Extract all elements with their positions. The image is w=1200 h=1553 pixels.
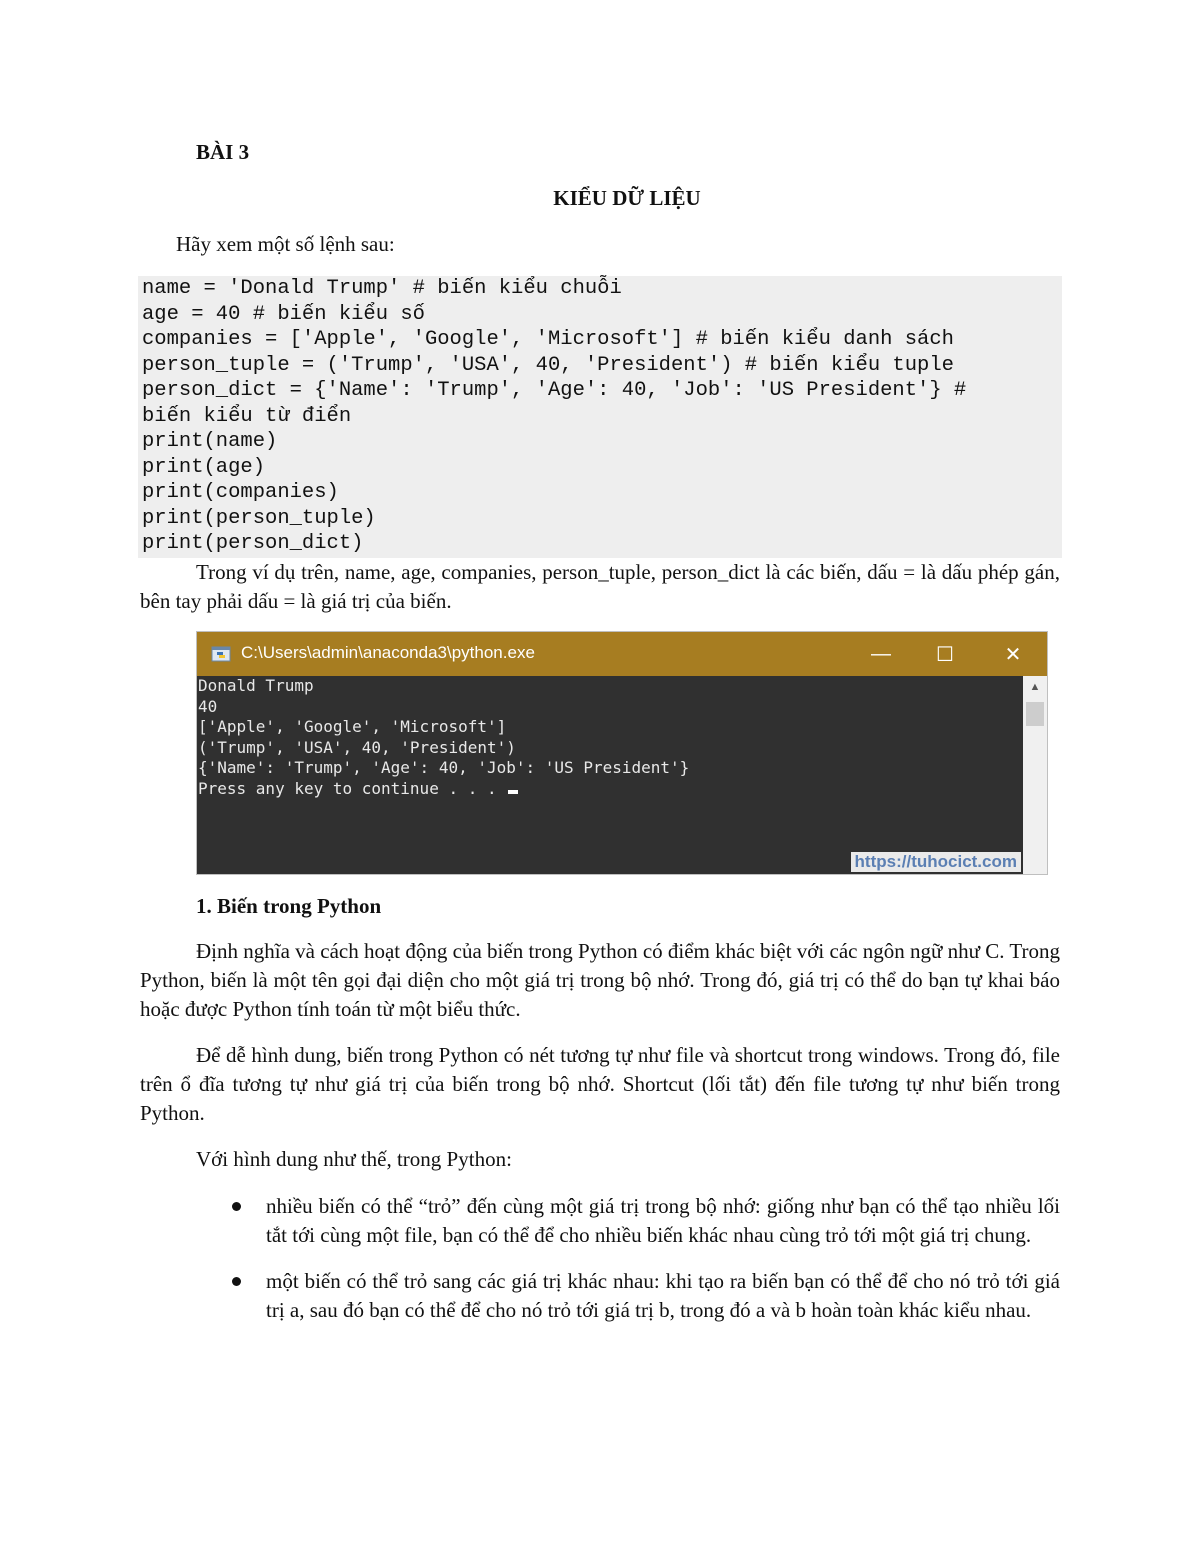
code-line: companies = ['Apple', 'Google', 'Microsoft'] # biến kiểu danh sách — [142, 328, 954, 351]
bullet-icon — [232, 1202, 241, 1211]
code-block — [138, 276, 1062, 558]
page-title: KIỂU DỮ LIỆU — [553, 186, 701, 210]
console-line: ['Apple', 'Google', 'Microsoft'] — [198, 717, 507, 737]
body-paragraph — [140, 1145, 1060, 1174]
console-window-screenshot — [196, 631, 1048, 875]
paragraph-text: Định nghĩa và cách hoạt động của biến trong Python có điểm khác biệt với các ngôn ngữ như C. Trong Python, biến là một tên gọi đại diện cho một giá trị trong bộ nhớ. Trong đó, giá trị có thể do bạn tự khai báo hoặc được Python tính toán từ một biểu thức. — [140, 939, 1060, 1021]
code-line: print(age) — [142, 455, 266, 479]
console-line: Donald Trump — [198, 676, 314, 695]
explanation-paragraph — [140, 558, 1060, 616]
code-line: print(person_tuple) — [142, 506, 376, 530]
bullet-list — [230, 1192, 1060, 1342]
explanation-text: Trong ví dụ trên, name, age, companies, person_tuple, person_dict là các biến, dấu = là dấu phép gán, bên tay phải dấu = là giá trị của biến. — [140, 560, 1060, 613]
console-output — [197, 676, 1023, 874]
console-titlebar — [197, 632, 1047, 676]
console-line: ('Trump', 'USA', 40, 'President') — [198, 737, 516, 757]
code-line: age = 40 # biến kiểu số — [142, 302, 425, 326]
bullet-icon — [232, 1277, 241, 1286]
lesson-label: BÀI 3 — [196, 140, 250, 164]
code-line: biến kiểu từ điển — [142, 404, 352, 428]
body-paragraph — [140, 1041, 1060, 1128]
console-line-prompt — [198, 779, 1023, 800]
code-line: person_tuple = ('Trump', 'USA', 40, 'President') # biến kiểu tuple — [142, 353, 954, 377]
scroll-up-icon[interactable]: ▲ — [1029, 681, 1041, 693]
paragraph-text: Để dễ hình dung, biến trong Python có nét tương tự như file và shortcut trong windows. Trong đó, file trên ổ đĩa tương tự như giá trị của biến trong bộ nhớ. Shortcut (lối tắt) đến file tương tự như biến trong Python. — [140, 1043, 1060, 1125]
code-line: name = 'Donald Trump' # biến kiểu chuỗi — [142, 277, 622, 300]
maximize-button[interactable]: ☐ — [936, 643, 954, 666]
bullet-text: một biến có thể trỏ sang các giá trị khác nhau: khi tạo ra biến bạn có thể để cho nó trỏ tới giá trị a, sau đó bạn có thể để cho nó trỏ tới giá trị b, trong đó a và b hoàn toàn khác kiểu nhau. — [266, 1269, 1060, 1322]
console-line: 40 — [198, 696, 218, 716]
list-item — [230, 1267, 1060, 1325]
console-prompt-text: Press any key to continue . . . — [198, 778, 507, 798]
python-icon — [211, 644, 231, 664]
code-line: print(person_dict) — [142, 532, 364, 555]
code-line: print(name) — [142, 430, 278, 453]
body-paragraph — [140, 937, 1060, 1024]
watermark-text: https://tuhocict.com — [851, 852, 1021, 872]
console-line: {'Name': 'Trump', 'Age': 40, 'Job': 'US President'} — [198, 758, 690, 778]
bullet-text: nhiều biến có thể “trỏ” đến cùng một giá trị trong bộ nhớ: giống như bạn có thể tạo nhiều lối tắt tới cùng một file, bạn có thể để cho nhiều biến khác nhau cùng trỏ tới một giá trị chung. — [266, 1194, 1060, 1247]
paragraph-text: Với hình dung như thế, trong Python: — [196, 1147, 512, 1171]
section-heading: 1. Biến trong Python — [196, 894, 382, 918]
close-button[interactable]: ✕ — [1004, 643, 1022, 666]
scroll-thumb[interactable] — [1026, 702, 1044, 726]
console-scrollbar[interactable] — [1023, 676, 1047, 874]
code-line: person_dict = {'Name': 'Trump', 'Age': 40, 'Job': 'US President'} # — [142, 379, 967, 402]
console-title: C:\Users\admin\anaconda3\python.exe — [241, 643, 535, 662]
code-line: print(companies) — [142, 481, 339, 504]
list-item — [230, 1192, 1060, 1250]
minimize-button[interactable]: — — [871, 642, 891, 665]
intro-text: Hãy xem một số lệnh sau: — [176, 232, 395, 256]
cursor-icon — [508, 790, 518, 794]
